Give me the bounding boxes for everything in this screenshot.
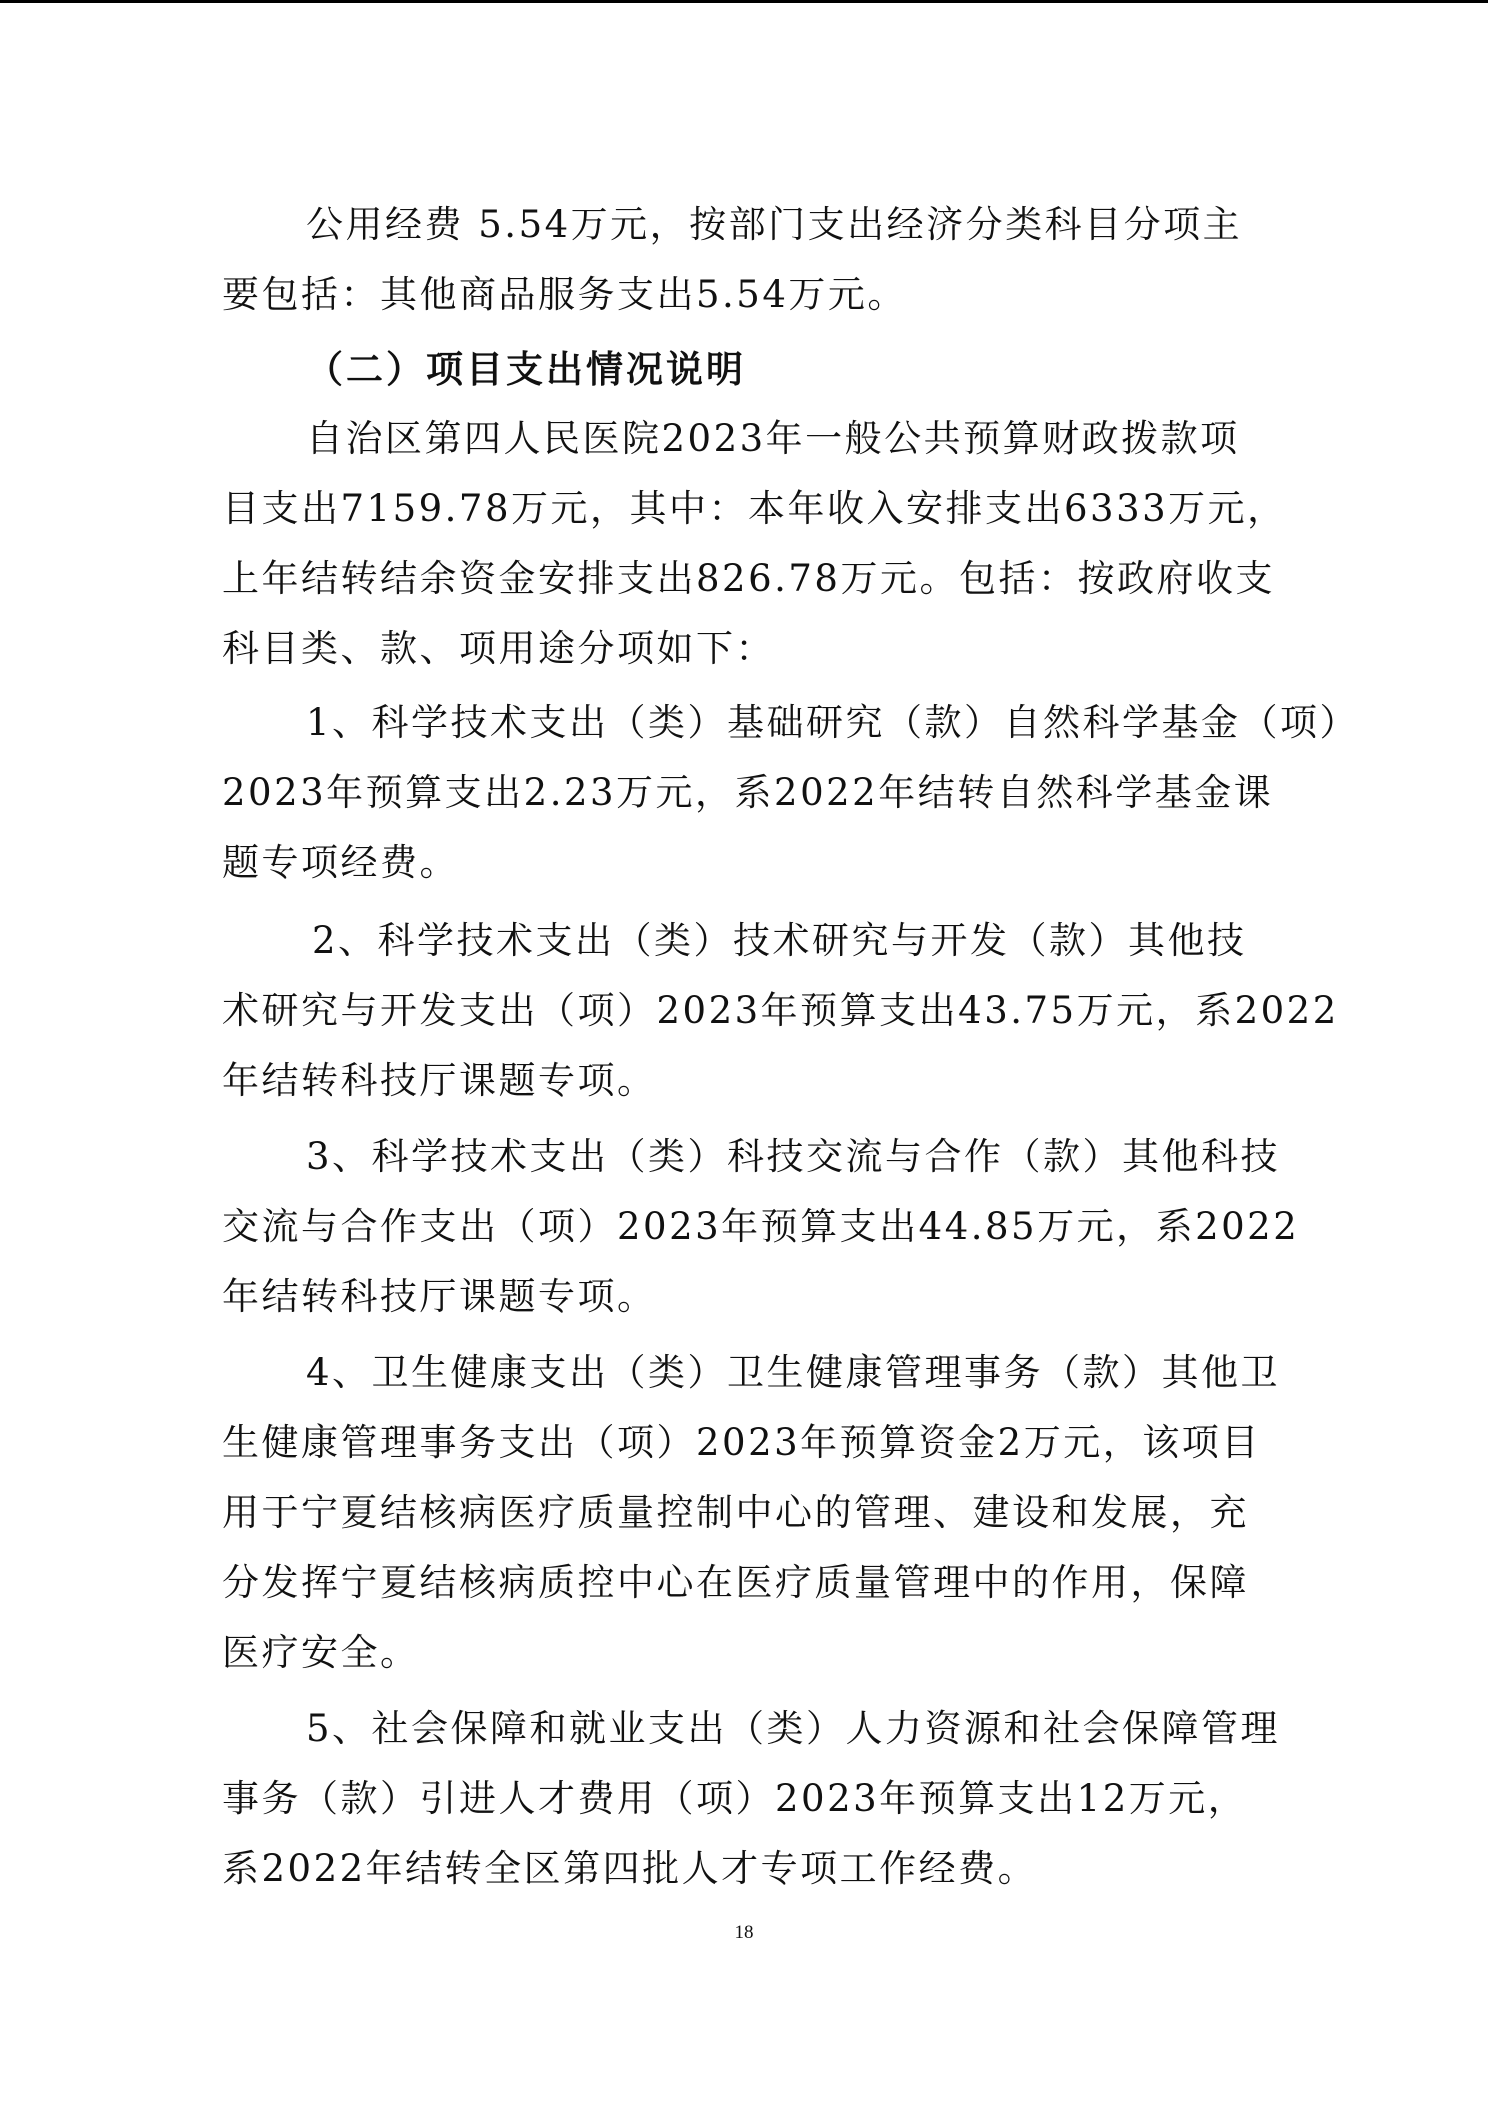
paragraph-line: 生健康管理事务支出（项）2023年预算资金2万元，该项目 — [222, 1421, 1261, 1464]
paragraph-line: 自治区第四人民医院2023年一般公共预算财政拨款项 — [306, 417, 1240, 460]
paragraph-line: 5、社会保障和就业支出（类）人力资源和社会保障管理 — [306, 1707, 1281, 1750]
paragraph-line: 要包括：其他商品服务支出5.54万元。 — [222, 273, 907, 316]
paragraph-line: 系2022年结转全区第四批人才专项工作经费。 — [222, 1847, 1038, 1890]
paragraph-line: 上年结转结余资金安排支出826.78万元。包括：按政府收支 — [222, 557, 1275, 600]
paragraph-line: 年结转科技厅课题专项。 — [222, 1059, 657, 1102]
paragraph-line: 目支出7159.78万元，其中：本年收入安排支出6333万元， — [222, 487, 1287, 530]
paragraph-line: 科目类、款、项用途分项如下： — [222, 627, 775, 670]
paragraph-line: 3、科学技术支出（类）科技交流与合作（款）其他科技 — [306, 1135, 1281, 1178]
paragraph-line: 公用经费 5.54万元，按部门支出经济分类科目分项主 — [306, 203, 1243, 246]
top-border-rule — [0, 0, 1488, 3]
paragraph-line: 医疗安全。 — [222, 1631, 420, 1674]
document-body — [222, 190, 1360, 1904]
paragraph-line: 4、卫生健康支出（类）卫生健康管理事务（款）其他卫 — [306, 1351, 1281, 1394]
paragraph-line: 年结转科技厅课题专项。 — [222, 1275, 657, 1318]
section-heading: （二）项目支出情况说明 — [306, 347, 746, 391]
paragraph-line: 2、科学技术支出（类）技术研究与开发（款）其他技 — [312, 919, 1247, 962]
paragraph-line: 术研究与开发支出（项）2023年预算支出43.75万元，系2022 — [222, 989, 1339, 1032]
paragraph-line: 交流与合作支出（项）2023年预算支出44.85万元，系2022 — [222, 1205, 1300, 1248]
paragraph-line: 1、科学技术支出（类）基础研究（款）自然科学基金（项） — [306, 701, 1360, 744]
paragraph-line: 事务（款）引进人才费用（项）2023年预算支出12万元， — [222, 1777, 1248, 1820]
paragraph-line: 题专项经费。 — [222, 841, 459, 884]
page-number: 18 — [734, 1922, 754, 1943]
paragraph-line: 2023年预算支出2.23万元，系2022年结转自然科学基金课 — [222, 771, 1274, 814]
paragraph-line: 用于宁夏结核病医疗质量控制中心的管理、建设和发展，充 — [222, 1491, 1249, 1534]
paragraph-line: 分发挥宁夏结核病质控中心在医疗质量管理中的作用，保障 — [222, 1561, 1249, 1604]
